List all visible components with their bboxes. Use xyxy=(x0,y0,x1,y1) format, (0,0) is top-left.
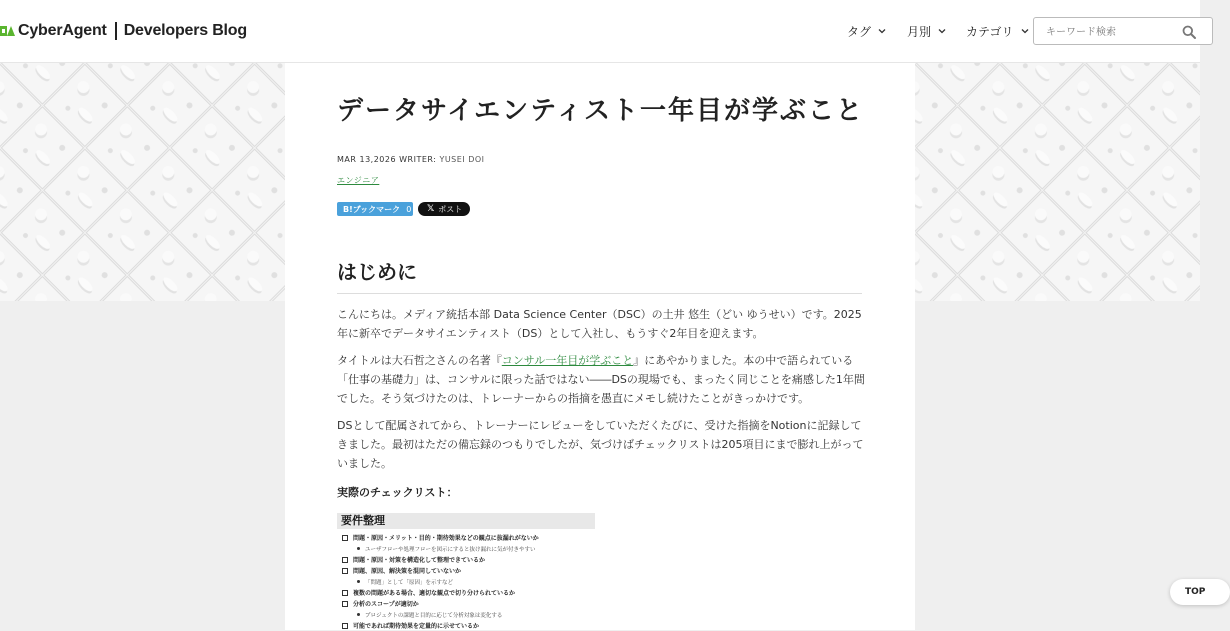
article-category-link[interactable]: エンジニア xyxy=(337,176,380,185)
checklist-image xyxy=(337,513,595,630)
checkbox-icon xyxy=(342,535,348,541)
chevron-down-icon xyxy=(878,27,886,35)
checklist-item-text: 問題、原因、解決策を混同していないか xyxy=(353,568,462,575)
checklist-subitem-text: プロジェクトの課題と目的に応じて分析対象は変化する xyxy=(365,612,503,619)
checklist-item-text: 複数の問題がある場合、適切な観点で切り分けられているか xyxy=(353,590,516,597)
article-date: MAR 13,2026 xyxy=(337,155,397,164)
x-logo-icon: 𝕏 xyxy=(427,204,435,214)
article-writer-label: WRITER: xyxy=(399,155,437,164)
nav-monthly[interactable] xyxy=(907,20,946,42)
checklist-subitem xyxy=(337,543,595,554)
checkbox-icon xyxy=(342,623,348,629)
book-link[interactable]: コンサル一年目が学ぶこと xyxy=(501,354,634,367)
site-header xyxy=(0,0,1200,63)
checklist-subitem xyxy=(337,576,595,587)
bullet-icon xyxy=(357,613,360,616)
checklist-label: 実際のチェックリスト： xyxy=(337,486,458,499)
intro-paragraph: こんにちは。メディア統括本部 Data Science Center（DSC）の土井 悠生（どい ゆうせい）です。2025年に新卒でデータサイエンティスト（DS）として入社し、もうすぐ2年目を迎えます。 xyxy=(337,308,862,340)
nav-monthly-label: 月別 xyxy=(907,24,932,39)
article-title: データサイエンティスト一年目が学ぶこと xyxy=(337,96,865,126)
share-buttons xyxy=(337,202,470,216)
checklist-subitem-text: 「問題」として「原因」を示すなど xyxy=(365,579,454,586)
nav-tags-label: タグ xyxy=(847,24,872,39)
x-post-label: ポスト xyxy=(438,204,463,214)
checklist-item-text: 可能であれば期待効果を定量的に示せているか xyxy=(353,623,480,630)
logo-company-name: CyberAgent xyxy=(18,22,107,39)
article xyxy=(285,63,915,630)
hero-pattern-right xyxy=(915,63,1200,301)
article-writer[interactable]: YUSEI DOI xyxy=(439,155,485,164)
checklist-subitem xyxy=(337,609,595,620)
checklist-item-text: 問題・原因・対策を構造化して整理できているか xyxy=(353,557,486,564)
bullet-icon xyxy=(357,580,360,583)
para2-text-before: タイトルは大石哲之さんの名著『 xyxy=(337,354,502,367)
section-heading: はじめに xyxy=(337,256,862,294)
nav-category-label: カテゴリ xyxy=(966,24,1014,39)
checklist-item xyxy=(337,620,595,631)
search-icon[interactable] xyxy=(1182,25,1196,39)
nav-tags[interactable] xyxy=(847,20,886,42)
checklist-item xyxy=(337,554,595,565)
logo-divider xyxy=(115,22,117,40)
chevron-down-icon xyxy=(938,27,946,35)
hatena-bookmark-label: B!ブックマーク xyxy=(343,204,401,214)
hatena-bookmark-count: 0 xyxy=(406,204,412,214)
para2-text-after: 』にあやかりました。本の中で語られている「仕事の基礎力」は、コンサルに限った話ではない――DSの現場でも、まったく同じことを痛感した1年間でした。そう気づけたのは、トレーナーからの指摘を愚直にメモし続けたことがきっかけです。 xyxy=(337,354,865,405)
hero-pattern-left xyxy=(0,63,285,301)
bullet-icon xyxy=(357,547,360,550)
checklist-item xyxy=(337,532,595,543)
checklist-item-text: 問題・原因・メリット・目的・期待効果などの観点に抜漏れがないか xyxy=(353,535,539,542)
cyberagent-logo-icon xyxy=(0,23,16,39)
checklist-item xyxy=(337,598,595,609)
back-to-top-button[interactable]: TOP xyxy=(1170,579,1230,605)
search-box xyxy=(1033,17,1213,45)
checkbox-icon xyxy=(342,557,348,563)
checkbox-icon xyxy=(342,601,348,607)
site-logo[interactable] xyxy=(0,18,247,44)
nav-category[interactable] xyxy=(966,20,1029,42)
hatena-bookmark-button[interactable] xyxy=(337,202,413,216)
chevron-down-icon xyxy=(1021,27,1029,35)
checklist-heading: 要件整理 xyxy=(337,513,595,529)
logo-blog-name: Developers Blog xyxy=(123,22,247,39)
checklist-paragraph: DSとして配属されてから、トレーナーにレビューをしていただくたびに、受けた指摘をNotionに記録してきました。最初はただの備忘録のつもりでしたが、気づけばチェックリストは205項目にまで膨れ上がっていました。 xyxy=(337,419,864,470)
search-input[interactable] xyxy=(1046,24,1176,40)
checklist-item-text: 分析のスコープが適切か xyxy=(353,601,419,608)
article-meta xyxy=(337,155,485,164)
checklist-item xyxy=(337,565,595,576)
checklist-item xyxy=(337,587,595,598)
checkbox-icon xyxy=(342,568,348,574)
x-post-button[interactable] xyxy=(418,202,470,216)
checkbox-icon xyxy=(342,590,348,596)
title-origin-paragraph xyxy=(337,351,867,408)
checklist-subitem-text: ユーザフローや処理フローを図示にすると抜け漏れに気が付きやすい xyxy=(365,546,536,553)
